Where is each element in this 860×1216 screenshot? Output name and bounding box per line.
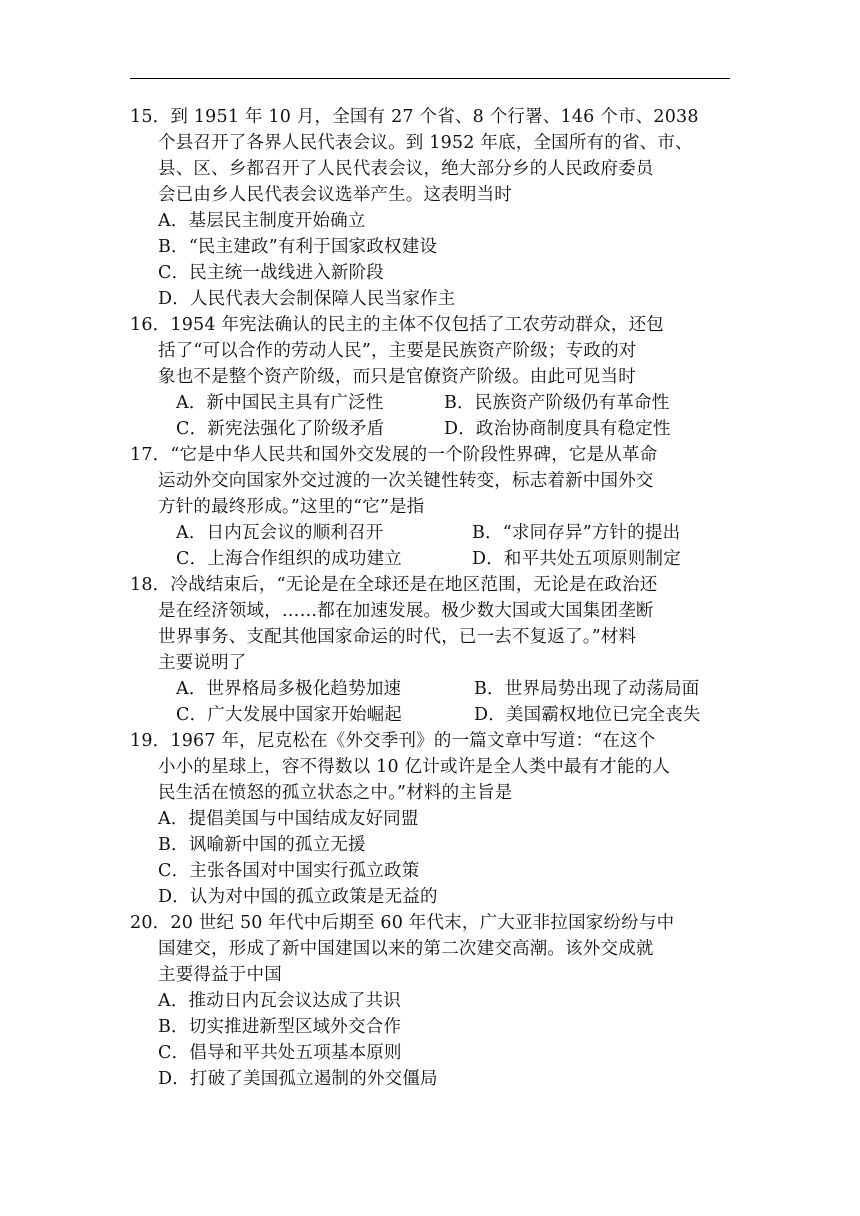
option-b: B．世界局势出现了动荡局面	[474, 679, 700, 699]
option-a: A．新中国民主具有广泛性	[176, 393, 384, 413]
option-b: B．“民主建政”有利于国家政权建设	[158, 237, 438, 257]
option-c: C．上海合作组织的成功建立	[176, 549, 402, 569]
question-stem-line: 小小的星球上，容不得数以 10 亿计或许是全人类中最有才能的人	[158, 757, 671, 777]
option-row	[130, 390, 730, 416]
question-20	[130, 910, 730, 1092]
question-stem-line: 个县召开了各界人民代表会议。到 1952 年底，全国所有的省、市、	[158, 133, 693, 153]
question-stem-line: 世界事务、支配其他国家命运的时代，已一去不复返了。”材料	[158, 627, 637, 647]
question-stem-line: 国建交，形成了新中国建国以来的第二次建交高潮。该外交成就	[158, 939, 654, 959]
question-stem-line: 15．到 1951 年 10 月，全国有 27 个省、8 个行署、146 个市、2038	[130, 107, 699, 127]
option-row	[130, 416, 730, 442]
question-stem-line: 象也不是整个资产阶级，而只是官僚资产阶级。由此可见当时	[158, 367, 636, 387]
question-stem-line: 17．“它是中华人民共和国外交发展的一个阶段性界碑，它是从革命	[130, 445, 658, 465]
option-b: B．切实推进新型区域外交合作	[158, 1017, 402, 1037]
option-c: C．倡导和平共处五项基本原则	[158, 1043, 402, 1063]
option-d: D．和平共处五项原则制定	[472, 549, 681, 569]
question-stem-line: 19．1967 年，尼克松在《外交季刊》的一篇文章中写道：“在这个	[130, 731, 656, 751]
option-c: C．主张各国对中国实行孤立政策	[158, 861, 420, 881]
question-stem-line: 主要说明了	[158, 653, 247, 673]
option-row	[130, 676, 730, 702]
question-stem-line: 是在经济领域，……都在加速发展。极少数大国或大国集团垄断	[158, 601, 654, 621]
option-c: C．新宪法强化了阶级矛盾	[176, 419, 385, 439]
question-stem-line: 县、区、乡都召开了人民代表会议，绝大部分乡的人民政府委员	[158, 159, 654, 179]
question-stem-line: 主要得益于中国	[158, 965, 282, 985]
option-d: D．人民代表大会制保障人民当家作主	[158, 289, 456, 309]
option-b: B．民族资产阶级仍有革命性	[444, 393, 670, 413]
question-17	[130, 442, 730, 572]
option-a: A．提倡美国与中国结成友好同盟	[158, 809, 419, 829]
option-c: C．民主统一战线进入新阶段	[158, 263, 384, 283]
question-stem-line: 会已由乡人民代表会议选举产生。这表明当时	[158, 185, 512, 205]
header-rule	[130, 78, 730, 79]
option-d: D．政治协商制度具有稳定性	[444, 419, 671, 439]
option-b: B．讽喻新中国的孤立无援	[158, 835, 366, 855]
question-18	[130, 572, 730, 728]
option-c: C．广大发展中国家开始崛起	[176, 705, 402, 725]
option-d: D．美国霸权地位已完全丧失	[474, 705, 701, 725]
option-a: A．世界格局多极化趋势加速	[176, 679, 402, 699]
question-stem-line: 运动外交向国家外交过渡的一次关键性转变，标志着新中国外交	[158, 471, 654, 491]
option-a: A．日内瓦会议的顺利召开	[176, 523, 384, 543]
question-stem-line: 20．20 世纪 50 年代中后期至 60 年代末，广大亚非拉国家纷纷与中	[130, 913, 675, 933]
question-stem-line: 16．1954 年宪法确认的民主的主体不仅包括了工农劳动群众，还包	[130, 315, 664, 335]
question-list	[130, 104, 730, 1092]
question-stem-line: 括了“可以合作的劳动人民”，主要是民族资产阶级；专政的对	[158, 341, 637, 361]
option-a: A．推动日内瓦会议达成了共识	[158, 991, 401, 1011]
option-row	[130, 702, 730, 728]
question-16	[130, 312, 730, 442]
question-stem-line: 方针的最终形成。”这里的“它”是指	[158, 497, 425, 517]
question-19	[130, 728, 730, 910]
option-b: B．“求同存异”方针的提出	[472, 523, 681, 543]
option-row	[130, 546, 730, 572]
question-stem-line: 18．冷战结束后，“无论是在全球还是在地区范围，无论是在政治还	[130, 575, 658, 595]
option-row	[130, 520, 730, 546]
question-15	[130, 104, 730, 312]
option-d: D．打破了美国孤立遏制的外交僵局	[158, 1069, 438, 1089]
option-d: D．认为对中国的孤立政策是无益的	[158, 887, 438, 907]
question-stem-line: 民生活在愤怒的孤立状态之中。”材料的主旨是	[158, 783, 513, 803]
option-a: A．基层民主制度开始确立	[158, 211, 366, 231]
